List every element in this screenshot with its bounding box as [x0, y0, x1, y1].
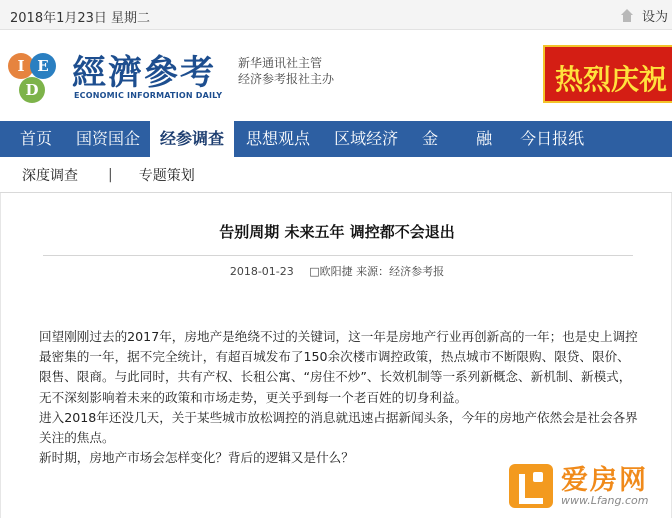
subnav-deep-investigation[interactable]: 深度调查: [22, 167, 78, 184]
nav-item-home[interactable]: 首页: [20, 129, 53, 148]
article-container: [0, 193, 672, 518]
title-divider: [43, 255, 633, 256]
subnav-separator: |: [108, 166, 113, 183]
article-paragraph: 新时期，房地产市场会怎样变化？背后的逻辑又是什么？: [39, 450, 354, 466]
nav-item-regional[interactable]: 区域经济: [334, 129, 399, 148]
site-logo-chinese[interactable]: 經濟參考: [72, 53, 216, 93]
article-body: [39, 327, 639, 468]
article-paragraph: 进入2018年还没几天，关于某些城市放松调控的消息就迅速占据新闻头条，今年的房地产依然会是社会各界关注的焦点。: [39, 409, 638, 446]
logo-letter-i: I: [8, 53, 34, 79]
current-date: 2018年1月23日 星期二: [10, 11, 151, 26]
site-logo-english: ECONOMIC INFORMATION DAILY: [74, 91, 223, 100]
nav-item-opinion[interactable]: 思想观点: [246, 129, 311, 148]
sub-nav: [0, 157, 672, 193]
nav-item-finance-2[interactable]: 融: [476, 129, 493, 148]
celebration-banner[interactable]: [543, 45, 672, 103]
article-author-source: □欧阳捷 来源：经济参考报: [309, 265, 445, 278]
article-meta: [1, 263, 672, 279]
main-nav: [0, 121, 672, 157]
logo-letter-d: D: [19, 77, 45, 103]
publisher-info: [238, 55, 334, 87]
nav-item-state-assets[interactable]: 国资国企: [76, 129, 141, 148]
publisher-line-1: 新华通讯社主管: [238, 56, 323, 70]
set-homepage-link[interactable]: [620, 6, 668, 25]
article-title: 告别周期 未来五年 调控都不会退出: [219, 223, 455, 241]
subnav-special-topics[interactable]: 专题策划: [138, 167, 195, 184]
home-icon: [620, 9, 634, 23]
article-paragraph: 回望刚刚过去的2017年，房地产是绝绕不过的关键词，这一年是房地产行业再创新高的一年；也是史上调控最密集的一年，据不完全统计，有超百城发布了150余次楼市调控政策，热点城市不断限购、限贷、限价、限售、限商。与此同时，共有产权、长租公寓、“房住不炒”、长效机制等一系列新概念、新机制、新模式，无不深刻影响着未来的政策和市场走势，更关乎到每一个老百姓的切身利益。: [39, 329, 638, 405]
logo-letter-e: E: [30, 53, 56, 79]
article-date: 2018-01-23: [229, 265, 294, 278]
top-date-bar: [0, 0, 672, 30]
set-homepage-label: 设为: [641, 10, 668, 25]
watermark-url: www.Lfang.com: [561, 494, 649, 507]
nav-item-finance-1[interactable]: 金: [422, 129, 439, 148]
watermark: [509, 458, 667, 514]
watermark-logo-icon: [509, 464, 553, 508]
site-logo-icon[interactable]: [8, 53, 68, 105]
site-header: [0, 31, 672, 117]
banner-text: 热烈庆祝: [555, 63, 668, 96]
publisher-line-2: 经济参考报社主办: [238, 72, 335, 86]
nav-item-investigation[interactable]: 经参调查: [150, 121, 234, 157]
watermark-name: 爱房网: [561, 465, 648, 496]
nav-item-today-paper[interactable]: 今日报纸: [520, 129, 585, 148]
